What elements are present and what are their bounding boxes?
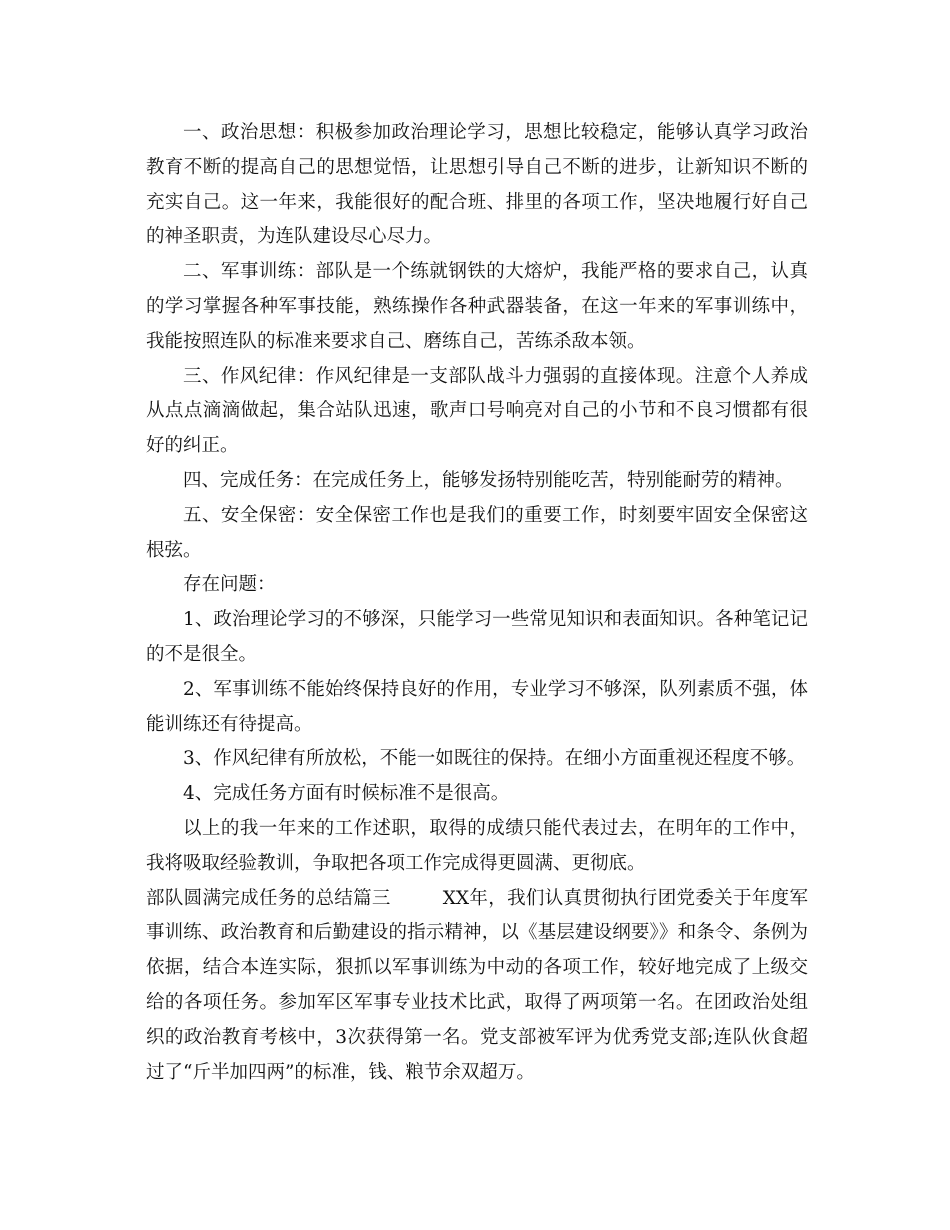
document-body	[146, 116, 808, 1090]
paragraph-problem-4: 4、完成任务方面有时候标准不是很高。	[183, 783, 510, 805]
paragraph-conclusion: 以上的我一年来的工作述职，取得的成绩只能代表过去，在明年的工作中，我将吸取经验教训，争取把各项工作完成得更圆满、更彻底。	[146, 817, 808, 874]
paragraph-problem-1: 1、政治理论学习的不够深，只能学习一些常见知识和表面知识。各种笔记记的不是很全。	[146, 609, 808, 665]
paragraph-problem-3: 3、作风纪律有所放松，不能一如既往的保持。在细小方面重视还程度不够。	[183, 748, 806, 770]
paragraph-military-training: 二、军事训练：部队是一个练就钢铁的大熔炉，我能严格的要求自己，认真的学习掌握各种军事技能，熟练操作各种武器装备，在这一年来的军事训练中，我能按照连队的标准来要求自己、磨练自己，苦练杀敌本领。	[146, 261, 808, 352]
paragraph-section-3	[146, 882, 808, 1091]
section-3-body: XX年，我们认真贯彻执行团党委关于年度军事训练、政治教育和后勤建设的指示精神，以《基层建设纲要》》和条令、条例为依据，结合本连实际，狠抓以军事训练为中动的各项工作，较好地完成了上级交给的各项任务。参加军区军事专业技术比武，取得了两项第一名。在团政治处组织的政治教育考核中，3次获得第一名。党支部被军评为优秀党支部;连队伙食超过了“斤半加四两”的标准，钱、粮节余双超万。	[146, 887, 808, 1083]
paragraph-task-completion: 四、完成任务：在完成任务上，能够发扬特别能吃苦，特别能耐劳的精神。	[183, 469, 794, 491]
section-3-title: 部队圆满完成任务的总结篇三	[146, 887, 391, 909]
paragraph-security: 五、安全保密：安全保密工作也是我们的重要工作，时刻要牢固安全保密这根弦。	[146, 504, 808, 561]
paragraph-problems-heading: 存在问题：	[183, 574, 276, 596]
paragraph-problem-2: 2、军事训练不能始终保持良好的作用，专业学习不够深，队列素质不强，体能训练还有待提高。	[146, 678, 808, 735]
paragraph-discipline: 三、作风纪律：作风纪律是一支部队战斗力强弱的直接体现。注意个人养成从点点滴滴做起，集合站队迅速，歌声口号响亮对自己的小节和不良习惯都有很好的纠正。	[146, 365, 808, 457]
paragraph-political-thought: 一、政治思想：积极参加政治理论学习，思想比较稳定，能够认真学习政治教育不断的提高自己的思想觉悟，让思想引导自己不断的进步，让新知识不断的充实自己。这一年来，我能很好的配合班、排里的各项工作，坚决地履行好自己的神圣职责，为连队建设尽心尽力。	[146, 122, 808, 248]
